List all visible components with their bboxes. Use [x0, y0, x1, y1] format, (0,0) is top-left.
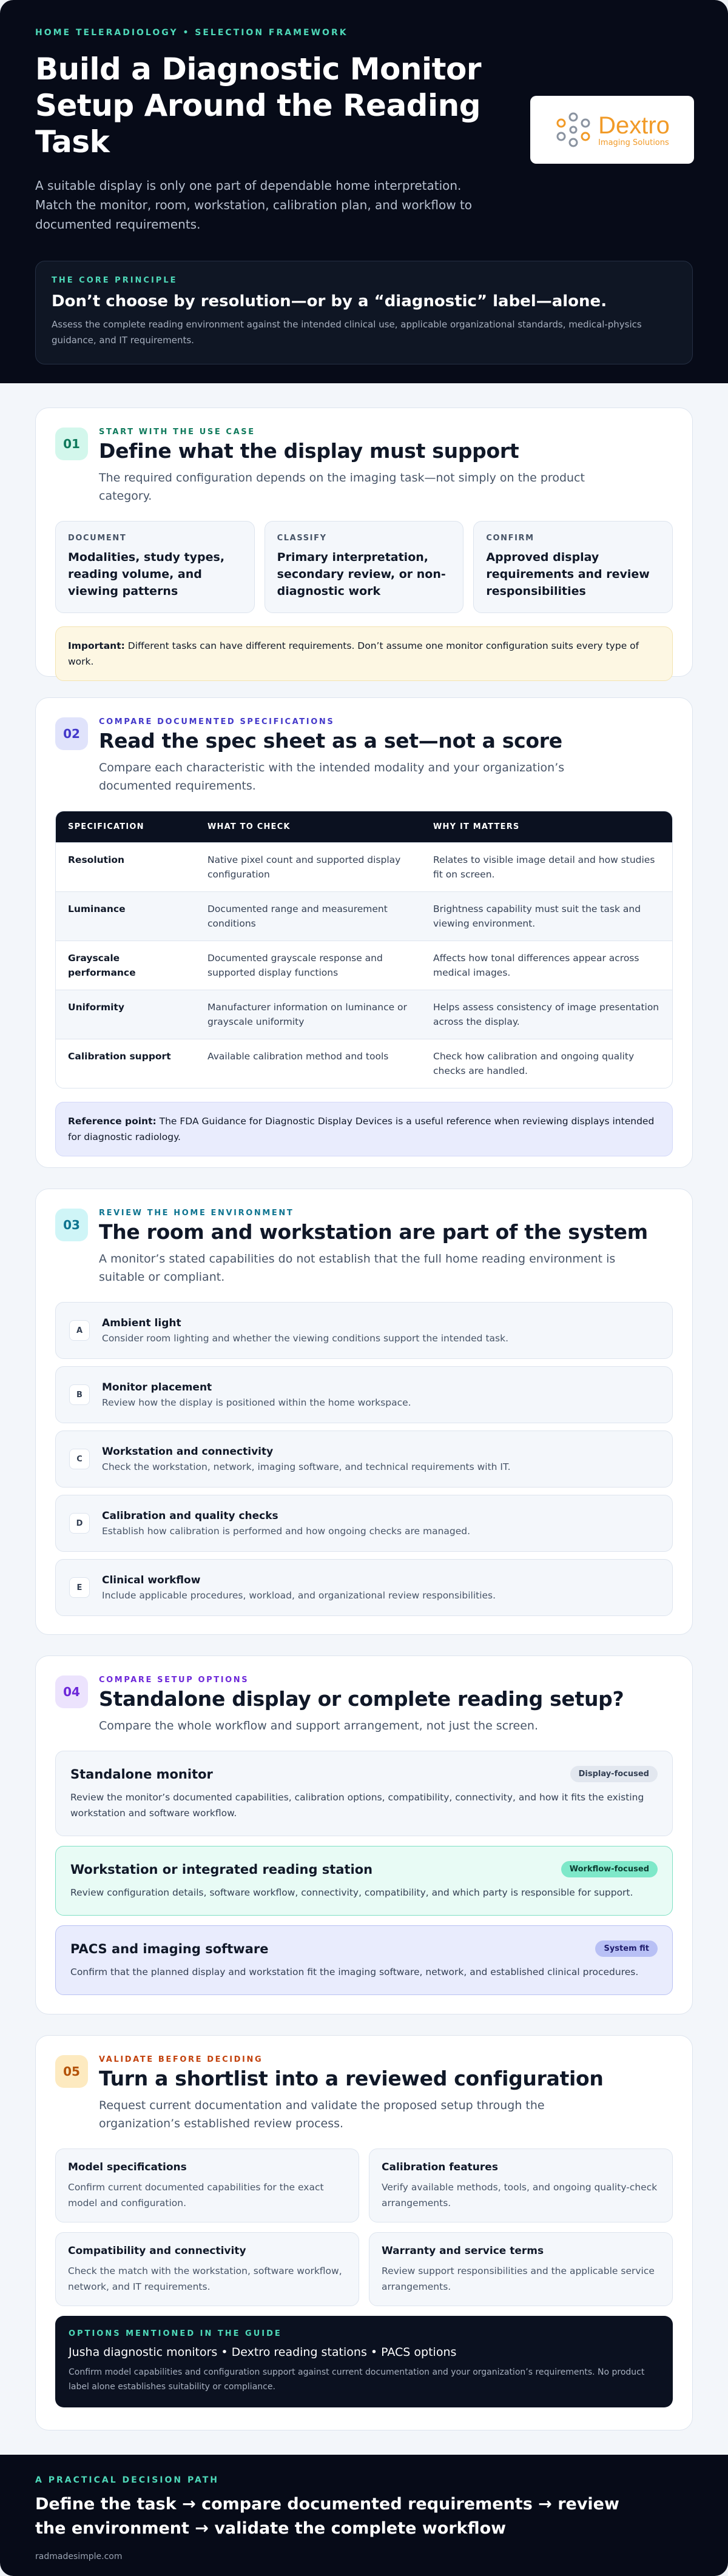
- hero-eyebrow: HOME TELERADIOLOGY • SELECTION FRAMEWORK: [35, 28, 348, 38]
- card-title: Model specifications: [68, 2161, 187, 2173]
- important-note: [55, 626, 673, 681]
- principle-title: Don’t choose by resolution—or by a “diagnostic” label—alone.: [52, 292, 607, 310]
- section-subtitle: A monitor’s stated capabilities do not establish that the full home reading environment is suitable or compliant.: [99, 1252, 616, 1284]
- column-header: WHY IT MATTERS: [421, 811, 672, 842]
- section-number: 01: [55, 428, 88, 460]
- section-title: Standalone display or complete reading setup?: [99, 1687, 624, 1711]
- footer-eyebrow: A PRACTICAL DECISION PATH: [35, 2475, 219, 2485]
- section-eyebrow: VALIDATE BEFORE DECIDING: [99, 2055, 263, 2064]
- item-title: Workstation and connectivity: [102, 1446, 274, 1458]
- card-description: Check the match with the workstation, software workflow, network, and IT requirements.: [68, 2266, 342, 2292]
- environment-item: [55, 1302, 673, 1359]
- option-card: [55, 1846, 673, 1916]
- item-description: Include applicable procedures, workload, and organizational review responsibilities.: [102, 1590, 496, 1601]
- table-row: [56, 941, 672, 990]
- spec-name: Grayscale performance: [56, 941, 195, 990]
- validation-card: [55, 2232, 359, 2306]
- validation-card: [369, 2232, 673, 2306]
- card-text: Approved display requirements and review responsibilities: [486, 551, 650, 598]
- spec-name: Uniformity: [56, 990, 195, 1039]
- spec-name: Resolution: [56, 842, 195, 891]
- section-subtitle: The required configuration depends on the imaging task—not simply on the product category.: [99, 471, 585, 503]
- option-description: Review the monitor’s documented capabilities, calibration options, compatibility, connectivity, and how it fits the existing workstation and software workflow.: [70, 1792, 644, 1819]
- item-description: Establish how calibration is performed and how ongoing checks are managed.: [102, 1526, 471, 1537]
- dextro-logo-icon: [554, 111, 592, 149]
- logo-tagline: Imaging Solutions: [598, 138, 669, 147]
- environment-item: [55, 1495, 673, 1552]
- reference-note: [55, 1102, 673, 1156]
- card-text: Primary interpretation, secondary review, or non-diagnostic work: [277, 551, 446, 598]
- footer: [0, 2455, 728, 2576]
- table-row: [56, 990, 672, 1039]
- guide-disclaimer: Confirm model capabilities and configuration support against current documentation and your organization’s requirements. No product label alone establishes suitability or compliance.: [69, 2367, 645, 2392]
- option-badge: Workflow-focused: [561, 1861, 658, 1877]
- spec-check: Manufacturer information on luminance or grayscale uniformity: [195, 990, 421, 1039]
- card-description: Review support responsibilities and the applicable service arrangements.: [382, 2266, 655, 2292]
- column-header: SPECIFICATION: [56, 811, 195, 842]
- table-row: [56, 1039, 672, 1088]
- hero: [0, 0, 728, 383]
- principle-eyebrow: THE CORE PRINCIPLE: [52, 276, 178, 285]
- section-number: 03: [55, 1209, 88, 1241]
- footer-title: Define the task → compare documented requirements → review the environment → validate the complete workflow: [35, 2495, 619, 2538]
- table-row: [56, 891, 672, 941]
- section-number: 05: [55, 2055, 88, 2088]
- column-header: WHAT TO CHECK: [195, 811, 421, 842]
- item-description: Consider room lighting and whether the viewing conditions support the intended task.: [102, 1333, 509, 1344]
- card-title: Compatibility and connectivity: [68, 2245, 246, 2257]
- core-principle-box: [35, 261, 693, 364]
- item-title: Monitor placement: [102, 1381, 212, 1394]
- section-title: Turn a shortlist into a reviewed configuration: [99, 2067, 604, 2090]
- item-description: Check the workstation, network, imaging software, and technical requirements with IT.: [102, 1461, 511, 1472]
- item-letter: A: [69, 1320, 90, 1341]
- section-title: Define what the display must support: [99, 439, 519, 463]
- note-label: Reference point:: [68, 1116, 157, 1127]
- principle-text: Assess the complete reading environment against the intended clinical use, applicable organizational standards, medical-physics guidance, and IT requirements.: [52, 319, 642, 346]
- spec-check: Documented grayscale response and supported display functions: [195, 941, 421, 990]
- section-02: [35, 697, 693, 1168]
- section-title: Read the spec sheet as a set—not a score: [99, 729, 562, 753]
- option-title: Standalone monitor: [70, 1766, 213, 1782]
- environment-item: [55, 1366, 673, 1423]
- section-03: [35, 1189, 693, 1635]
- item-letter: C: [69, 1449, 90, 1469]
- section-subtitle: Compare each characteristic with the intended modality and your organization’s documented requirements.: [99, 761, 565, 793]
- option-badge: System fit: [595, 1940, 658, 1957]
- section-eyebrow: COMPARE SETUP OPTIONS: [99, 1675, 249, 1685]
- item-description: Review how the display is positioned within the home workspace.: [102, 1397, 411, 1408]
- dextro-logo: [530, 96, 694, 164]
- spec-name: Luminance: [56, 891, 195, 941]
- card-description: Verify available methods, tools, and ongoing quality-check arrangements.: [382, 2182, 658, 2209]
- spec-why: Relates to visible image detail and how studies fit on screen.: [421, 842, 672, 891]
- section-eyebrow: COMPARE DOCUMENTED SPECIFICATIONS: [99, 717, 335, 726]
- section-05: [35, 2035, 693, 2430]
- spec-name: Calibration support: [56, 1039, 195, 1088]
- option-description: Confirm that the planned display and workstation fit the imaging software, network, and established clinical procedures.: [70, 1967, 639, 1977]
- card-text: Modalities, study types, reading volume, and viewing patterns: [68, 551, 225, 598]
- item-title: Calibration and quality checks: [102, 1510, 278, 1522]
- use-case-card: [473, 521, 673, 613]
- card-kicker: CONFIRM: [486, 534, 534, 543]
- section-subtitle: Request current documentation and validate the proposed setup through the organization’s established review process.: [99, 2099, 545, 2130]
- guide-options-box: [55, 2316, 673, 2407]
- spec-why: Brightness capability must suit the task and viewing environment.: [421, 891, 672, 941]
- hero-lead: A suitable display is only one part of dependable home interpretation. Match the monitor, room, workstation, calibration plan, and workflow to documented requirements.: [35, 178, 473, 232]
- guide-eyebrow: OPTIONS MENTIONED IN THE GUIDE: [69, 2329, 282, 2338]
- card-kicker: CLASSIFY: [277, 534, 327, 543]
- guide-items: Jusha diagnostic monitors • Dextro reading stations • PACS options: [69, 2346, 457, 2359]
- item-letter: D: [69, 1513, 90, 1534]
- card-description: Confirm current documented capabilities for the exact model and configuration.: [68, 2182, 324, 2209]
- item-letter: B: [69, 1384, 90, 1405]
- table-row: [56, 842, 672, 891]
- spec-check: Native pixel count and supported display configuration: [195, 842, 421, 891]
- use-case-card: [55, 521, 255, 613]
- option-badge: Display-focused: [570, 1766, 658, 1782]
- section-eyebrow: REVIEW THE HOME ENVIRONMENT: [99, 1209, 294, 1218]
- note-text: The FDA Guidance for Diagnostic Display Devices is a useful reference when reviewing displays intended for diagnostic radiology.: [68, 1116, 655, 1142]
- footer-site: radmadesimple.com: [35, 2552, 123, 2561]
- spec-table: [55, 811, 673, 1088]
- note-text: Different tasks can have different requirements. Don’t assume one monitor configuration suits every type of work.: [68, 640, 639, 667]
- section-number: 04: [55, 1675, 88, 1708]
- spec-why: Check how calibration and ongoing quality checks are handled.: [421, 1039, 672, 1088]
- page-title: Build a Diagnostic Monitor Setup Around the Reading Task: [35, 52, 482, 159]
- spec-why: Affects how tonal differences appear across medical images.: [421, 941, 672, 990]
- card-title: Warranty and service terms: [382, 2245, 544, 2257]
- item-letter: E: [69, 1577, 90, 1598]
- logo-name: Dextro: [598, 112, 670, 139]
- spec-why: Helps assess consistency of image presentation across the display.: [421, 990, 672, 1039]
- section-title: The room and workstation are part of the system: [99, 1220, 648, 1244]
- note-label: Important:: [68, 640, 125, 651]
- card-kicker: DOCUMENT: [68, 534, 127, 543]
- environment-item: [55, 1431, 673, 1488]
- option-card: [55, 1751, 673, 1836]
- section-04: [35, 1655, 693, 2014]
- item-title: Clinical workflow: [102, 1574, 201, 1586]
- environment-item: [55, 1559, 673, 1616]
- card-title: Calibration features: [382, 2161, 498, 2173]
- validation-card: [369, 2148, 673, 2222]
- spec-check: Documented range and measurement conditions: [195, 891, 421, 941]
- option-title: PACS and imaging software: [70, 1941, 269, 1956]
- section-subtitle: Compare the whole workflow and support arrangement, not just the screen.: [99, 1719, 539, 1732]
- option-description: Review configuration details, software workflow, connectivity, compatibility, and which party is responsible for support.: [70, 1887, 633, 1898]
- validation-card: [55, 2148, 359, 2222]
- item-title: Ambient light: [102, 1317, 181, 1329]
- spec-check: Available calibration method and tools: [195, 1039, 421, 1088]
- option-card: [55, 1925, 673, 1995]
- option-title: Workstation or integrated reading station: [70, 1862, 373, 1877]
- section-eyebrow: START WITH THE USE CASE: [99, 428, 255, 437]
- use-case-card: [265, 521, 464, 613]
- section-01: [35, 408, 693, 677]
- section-number: 02: [55, 717, 88, 750]
